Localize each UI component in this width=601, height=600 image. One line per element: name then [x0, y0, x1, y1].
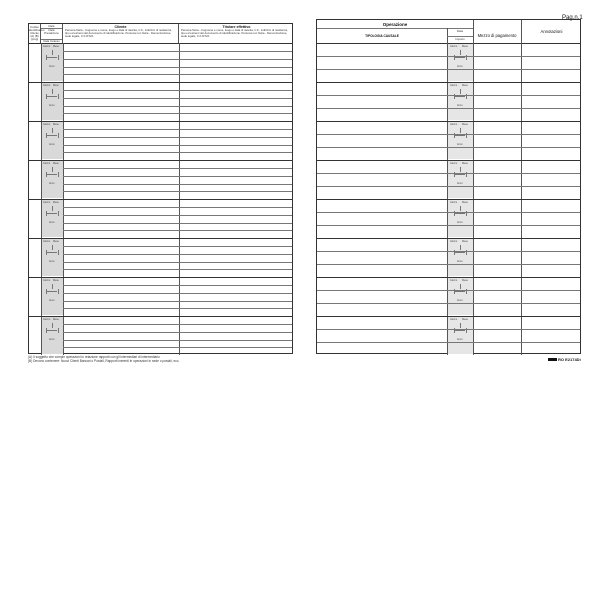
entry-line[interactable] — [63, 246, 292, 247]
op-data-cell — [447, 28, 473, 43]
date-guide-line — [47, 330, 57, 331]
date-guide-line — [47, 96, 57, 97]
entry-line[interactable] — [63, 90, 292, 91]
form-code-mark — [548, 358, 557, 361]
date-guide-line — [47, 252, 57, 253]
entry-line[interactable] — [317, 290, 580, 291]
mese-label: Mese — [53, 123, 59, 126]
entry-line[interactable] — [63, 191, 292, 192]
record-separator — [29, 82, 292, 83]
giorno-label: Giorno — [450, 45, 458, 48]
entry-line[interactable] — [63, 347, 292, 348]
mese-label: Mese — [462, 240, 468, 243]
entry-line[interactable] — [63, 223, 292, 224]
date-guide-line — [460, 128, 461, 133]
date-guide-line — [460, 206, 461, 211]
anno-label: Anno — [457, 260, 463, 263]
giorno-label: Giorno — [43, 279, 51, 282]
anno-label: Anno — [457, 182, 463, 185]
form-code — [548, 357, 581, 362]
date-guide-line — [460, 50, 461, 55]
mese-label: Mese — [53, 162, 59, 165]
codice-header-label: Codice identificativo Cliente (A) (B) (prog) — [29, 25, 45, 42]
op-data-label: Data — [457, 29, 463, 33]
left-body — [29, 43, 292, 355]
giorno-label: Giorno — [450, 279, 458, 282]
record-separator — [29, 238, 292, 239]
titolare-header — [179, 24, 294, 43]
date-guide-line — [460, 89, 461, 94]
mese-label: Mese — [53, 201, 59, 204]
entry-line[interactable] — [63, 215, 292, 216]
date-entry-widget — [449, 162, 471, 188]
entry-line[interactable] — [317, 303, 580, 304]
date-guide-line — [455, 213, 465, 214]
anno-label: Anno — [457, 221, 463, 224]
date-guide-line — [58, 133, 59, 138]
date-guide-line — [460, 167, 461, 172]
giorno-label: Giorno — [450, 240, 458, 243]
entry-line[interactable] — [317, 95, 580, 96]
entry-line[interactable] — [317, 108, 580, 109]
data-incasso-label: Data Incasso — [41, 39, 62, 43]
date-guide-line — [47, 291, 57, 292]
date-entry-widget — [449, 240, 471, 266]
footnote-a: (A) Il soggetto che compie operazioni in relazione rapporti con gli intermediari di intermediario — [28, 355, 160, 359]
date-entry-widget — [42, 45, 62, 71]
date-guide-line — [58, 55, 59, 60]
date-guide-line — [58, 172, 59, 177]
entry-line[interactable] — [63, 137, 292, 138]
right-register-table — [316, 19, 581, 354]
date-entry-widget — [42, 240, 62, 266]
annotazioni-label: Annotazioni — [540, 29, 563, 34]
date-entry-widget — [42, 162, 62, 188]
date-guide-line — [460, 245, 461, 250]
entry-line[interactable] — [317, 186, 580, 187]
giorno-label: Giorno — [43, 240, 51, 243]
entry-line[interactable] — [63, 184, 292, 185]
entry-line[interactable] — [317, 264, 580, 265]
entry-line[interactable] — [63, 269, 292, 270]
entry-line[interactable] — [63, 98, 292, 99]
record-separator — [29, 121, 292, 122]
entry-line[interactable] — [317, 225, 580, 226]
date-entry-widget — [449, 279, 471, 305]
entry-line[interactable] — [63, 67, 292, 68]
data-prestazione-label: Data Prestazione — [41, 28, 62, 35]
anno-label: Anno — [457, 299, 463, 302]
entry-line[interactable] — [63, 262, 292, 263]
mese-label: Mese — [462, 84, 468, 87]
date-guide-line — [58, 211, 59, 216]
entry-line[interactable] — [317, 147, 580, 148]
date-entry-widget — [449, 318, 471, 344]
date-guide-line — [455, 135, 465, 136]
date-entry-widget — [449, 45, 471, 71]
date-guide-line — [58, 328, 59, 333]
mese-label: Mese — [462, 45, 468, 48]
date-guide-line — [455, 174, 465, 175]
record-separator — [317, 121, 580, 122]
entry-line[interactable] — [63, 129, 292, 130]
titolare-title: Titolare effettivo — [222, 25, 251, 29]
date-guide-line — [52, 206, 53, 211]
data-header-label: Data — [48, 24, 55, 28]
mezzo-label: Mezzo di pagamento — [477, 33, 517, 38]
anno-label: Anno — [49, 260, 55, 263]
entry-line[interactable] — [317, 342, 580, 343]
anno-label: Anno — [457, 143, 463, 146]
entry-line[interactable] — [63, 113, 292, 114]
giorno-label: Giorno — [450, 201, 458, 204]
date-entry-widget — [42, 318, 62, 344]
date-guide-line — [52, 245, 53, 250]
mezzo-header — [473, 20, 522, 43]
record-separator — [317, 160, 580, 161]
giorno-label: Giorno — [450, 318, 458, 321]
entry-line[interactable] — [63, 308, 292, 309]
giorno-label: Giorno — [43, 123, 51, 126]
date-entry-widget — [42, 201, 62, 227]
record-separator — [29, 277, 292, 278]
record-separator — [29, 160, 292, 161]
entry-line[interactable] — [63, 176, 292, 177]
anno-label: Anno — [49, 299, 55, 302]
annotazioni-header — [521, 20, 582, 43]
entry-line[interactable] — [317, 134, 580, 135]
giorno-label: Giorno — [43, 162, 51, 165]
date-entry-widget — [42, 84, 62, 110]
cliente-title: Cliente — [114, 25, 127, 29]
giorno-label: Giorno — [450, 123, 458, 126]
entry-line[interactable] — [63, 230, 292, 231]
date-entry-widget — [449, 201, 471, 227]
anno-label: Anno — [49, 182, 55, 185]
right-body — [317, 43, 580, 355]
mese-label: Mese — [53, 240, 59, 243]
entry-line[interactable] — [63, 301, 292, 302]
record-separator — [29, 316, 292, 317]
entry-line[interactable] — [317, 329, 580, 330]
date-entry-widget — [42, 123, 62, 149]
entry-line[interactable] — [317, 173, 580, 174]
date-guide-line — [58, 250, 59, 255]
operazione-title: Operazione — [317, 20, 473, 29]
titolare-desc: Persona fisica - Cognome e nome, luogo e data di nascita, C.F., indirizzo di residenza, tipo ed estremi del documento di identificazione. Persona non fisica - Denominazione, sede legale, C.F./P.IVA — [181, 28, 288, 39]
anno-label: Anno — [457, 338, 463, 341]
left-header — [29, 24, 292, 44]
left-register-table — [28, 23, 293, 354]
record-separator — [317, 199, 580, 200]
form-code-text: RO E2174Di — [558, 357, 581, 362]
date-guide-line — [52, 167, 53, 172]
date-guide-line — [58, 94, 59, 99]
giorno-label: Giorno — [43, 84, 51, 87]
mese-label: Mese — [462, 162, 468, 165]
anno-label: Anno — [49, 338, 55, 341]
record-separator — [317, 277, 580, 278]
date-guide-line — [52, 284, 53, 289]
entry-line[interactable] — [317, 56, 580, 57]
footnote-b: (B) Devono contenere: Nuovi Clienti Bancari o Postali, Rapporti inerenti le operazioni in sede o postali, ecc. — [28, 359, 180, 363]
page-number: Pag.n.1 — [562, 15, 583, 21]
entry-line[interactable] — [63, 152, 292, 153]
entry-line[interactable] — [317, 212, 580, 213]
anno-label: Anno — [49, 143, 55, 146]
date-guide-line — [47, 213, 57, 214]
anno-label: Anno — [49, 104, 55, 107]
date-guide-line — [455, 57, 465, 58]
record-separator — [317, 82, 580, 83]
cliente-header — [63, 24, 179, 43]
date-entry-widget — [449, 84, 471, 110]
entry-line[interactable] — [63, 207, 292, 208]
entry-line[interactable] — [63, 74, 292, 75]
entry-line[interactable] — [63, 324, 292, 325]
op-importo-label: Importo — [447, 36, 473, 41]
date-guide-line — [52, 50, 53, 55]
date-guide-line — [52, 128, 53, 133]
date-guide-line — [47, 174, 57, 175]
date-guide-line — [52, 89, 53, 94]
entry-line[interactable] — [63, 332, 292, 333]
entry-line[interactable] — [63, 145, 292, 146]
date-guide-line — [47, 135, 57, 136]
record-separator — [317, 238, 580, 239]
entry-line[interactable] — [317, 69, 580, 70]
date-guide-line — [455, 252, 465, 253]
date-guide-line — [47, 57, 57, 58]
data-header — [41, 24, 63, 43]
giorno-label: Giorno — [450, 84, 458, 87]
entry-line[interactable] — [63, 59, 292, 60]
entry-line[interactable] — [63, 51, 292, 52]
entry-line[interactable] — [63, 168, 292, 169]
anno-label: Anno — [457, 104, 463, 107]
mese-label: Mese — [462, 318, 468, 321]
mese-label: Mese — [462, 279, 468, 282]
mese-label: Mese — [53, 318, 59, 321]
date-guide-line — [455, 330, 465, 331]
record-separator — [29, 199, 292, 200]
date-guide-line — [455, 96, 465, 97]
mese-label: Mese — [53, 84, 59, 87]
date-guide-line — [460, 284, 461, 289]
entry-line[interactable] — [63, 106, 292, 107]
record-separator — [317, 316, 580, 317]
tipologia-label: TIPOLOGIA CAUSALE — [365, 34, 399, 38]
codice-header — [29, 24, 45, 43]
mese-label: Mese — [53, 45, 59, 48]
date-guide-line — [460, 323, 461, 328]
giorno-label: Giorno — [43, 318, 51, 321]
operazione-group — [317, 20, 474, 43]
mese-label: Mese — [462, 123, 468, 126]
entry-line[interactable] — [63, 340, 292, 341]
date-entry-widget — [449, 123, 471, 149]
date-guide-line — [455, 291, 465, 292]
anno-label: Anno — [49, 221, 55, 224]
date-entry-widget — [42, 279, 62, 305]
entry-line[interactable] — [63, 285, 292, 286]
entry-line[interactable] — [63, 254, 292, 255]
mese-label: Mese — [462, 201, 468, 204]
anno-label: Anno — [49, 65, 55, 68]
anno-label: Anno — [457, 65, 463, 68]
date-guide-line — [52, 323, 53, 328]
mese-label: Mese — [53, 279, 59, 282]
cliente-desc: Persona fisica - Cognome e nome, luogo e data di nascita, C.F., indirizzo di residenza, tipo ed estremi del documento di identificazione. Persona non fisica - Denominazione, sede legale, C.F./P.IVA — [65, 28, 172, 39]
tipologia-cell — [317, 28, 448, 43]
giorno-label: Giorno — [450, 162, 458, 165]
right-header — [317, 20, 580, 44]
entry-line[interactable] — [317, 251, 580, 252]
giorno-label: Giorno — [43, 45, 51, 48]
entry-line[interactable] — [63, 293, 292, 294]
giorno-label: Giorno — [43, 201, 51, 204]
date-guide-line — [58, 289, 59, 294]
